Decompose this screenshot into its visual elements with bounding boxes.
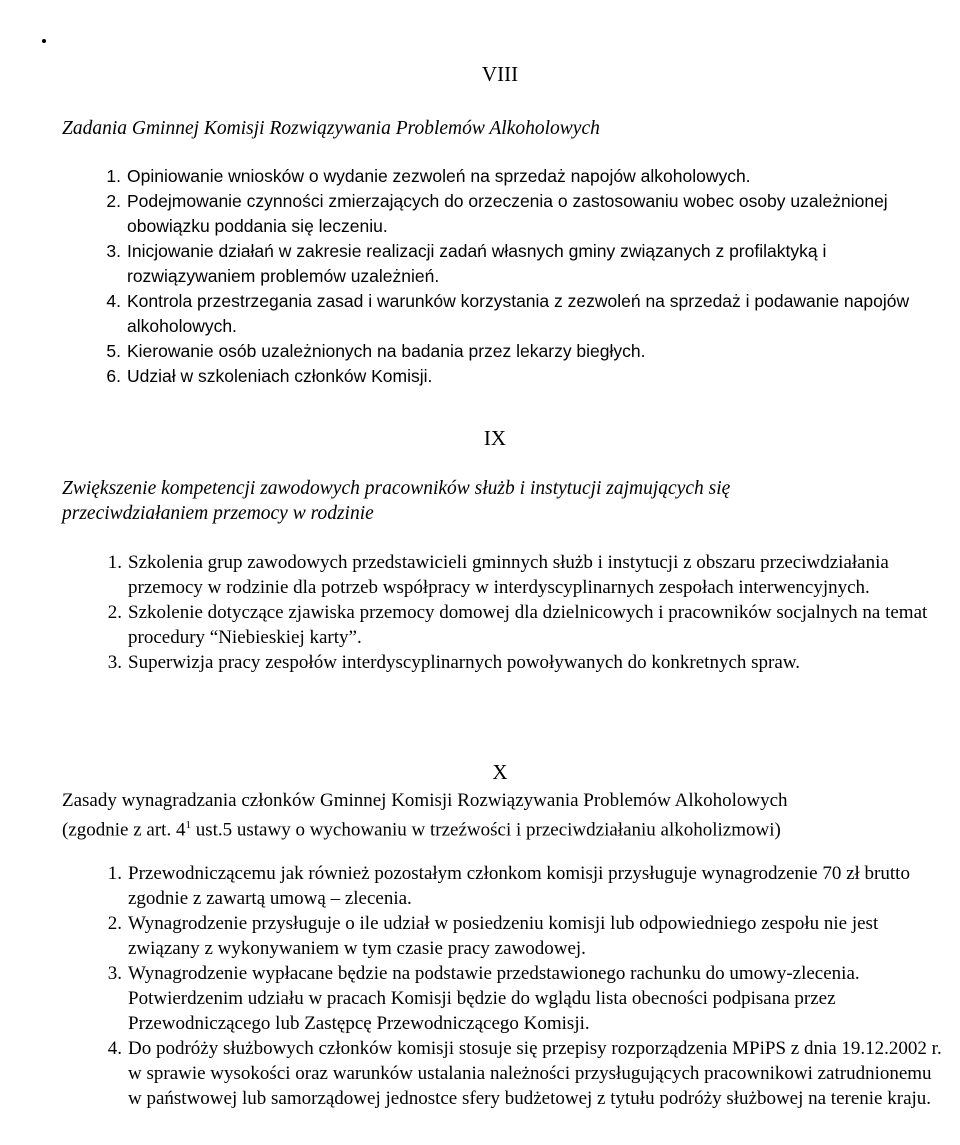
list-item: 3. Inicjowanie działań w zakresie realizacji zadań własnych gminy związanych z profilaktyką i rozwiązywaniem problemów uzależnień. xyxy=(106,241,827,286)
list-item: 5. Kierowanie osób uzależnionych na badania przez lekarzy biegłych. xyxy=(106,341,646,361)
list-item: 4. Do podróży służbowych członków komisji stosuje się przepisy rozporządzenia MPiPS z dnia 19.12.2002 r. w sprawie wysokości oraz warunków ustalania należności przysługujących pracownikowi zatrudnionemu w państwowej lub samorządowej jednostce sfery budżetowej z tytułu podróży służbowej na terenie kraju. xyxy=(107,1038,942,1109)
list-item: 4. Kontrola przestrzegania zasad i warunków korzystania z zezwoleń na sprzedaż i podawanie napojów alkoholowych. xyxy=(106,291,910,336)
list-item: 3. Superwizja pracy zespołów interdyscyplinarnych powoływanych do konkretnych spraw. xyxy=(107,652,801,673)
stray-dot xyxy=(42,39,46,43)
list-item: 6. Udział w szkoleniach członków Komisji. xyxy=(106,366,433,386)
list-item: 2. Szkolenie dotyczące zjawiska przemocy domowej dla dzielnicowych i pracowników socjalnych na temat procedury “Niebieskiej karty”. xyxy=(107,602,928,648)
section-list-ix xyxy=(107,550,938,675)
section-number-x: X xyxy=(492,760,508,784)
list-item: 3. Wynagrodzenie wypłacane będzie na podstawie przedstawionego rachunku do umowy-zlecenia. Potwierdzenim udziału w pracach Komisji będzie do wglądu lista obecności podpisana przez Przewodniczącego lub Zastępcę Przewodniczącego Komisji. xyxy=(107,963,860,1034)
section-title-viii: Zadania Gminnej Komisji Rozwiązywania Problemów Alkoholowych xyxy=(62,118,600,139)
section-title-ix: Zwiększenie kompetencji zawodowych pracowników służb i instytucji zajmujących się przeciwdziałaniem przemocy w rodzinie xyxy=(62,478,731,524)
section-number-viii: VIII xyxy=(481,62,519,86)
section-list-viii xyxy=(106,164,945,389)
list-item: 1. Przewodniczącemu jak również pozostałym członkom komisji przysługuje wynagrodzenie 70 zł brutto zgodnie z zawartą umową – zlecenia. xyxy=(107,863,910,909)
section-title-x xyxy=(62,788,942,842)
section-title-x-line2: (zgodnie z art. $4^1$ ust.5 ustawy o wychowaniu w trzeźwości i przeciwdziałaniu alkoholizmowi) xyxy=(62,819,781,841)
list-item: 1. Szkolenia grup zawodowych przedstawicieli gminnych służb i instytucji z obszaru przeciwdziałania przemocy w rodzinie dla potrzeb współpracy w interdyscyplinarnych zespołach interwencyjnych. xyxy=(107,552,889,598)
section-title-x-line1: Zasady wynagradzania członków Gminnej Komisji Rozwiązywania Problemów Alkoholowych xyxy=(62,790,788,811)
section-list-x xyxy=(107,861,946,1111)
list-item: 2. Podejmowanie czynności zmierzających do orzeczenia o zastosowaniu wobec osoby uzależnionej obowiązku poddania się leczeniu. xyxy=(106,191,888,236)
section-number-ix: IX xyxy=(483,426,507,450)
list-item: 1. Opiniowanie wniosków o wydanie zezwoleń na sprzedaż napojów alkoholowych. xyxy=(106,166,751,186)
list-item: 2. Wynagrodzenie przysługuje o ile udział w posiedzeniu komisji lub odpowiedniego zespołu nie jest związany z wykonywaniem w tym czasie pracy zawodowej. xyxy=(107,913,879,959)
